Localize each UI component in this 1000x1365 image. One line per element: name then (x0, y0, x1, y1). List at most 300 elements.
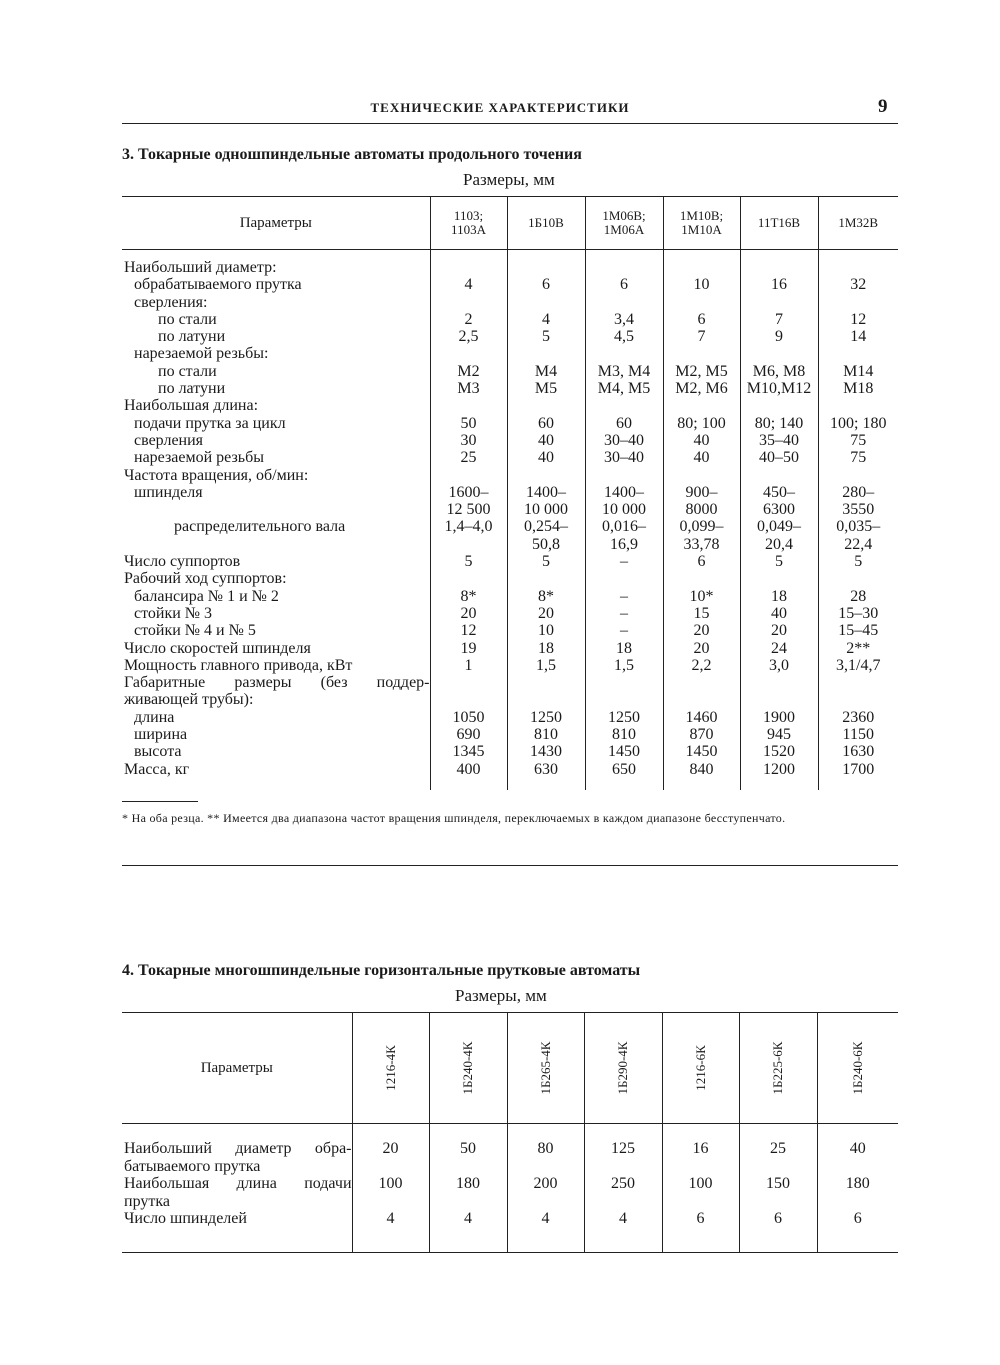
value-cell: 20 (740, 622, 818, 639)
table3-footnote: * На оба резца. ** Имеется два диапазона частот вращения шпинделя, переключаемых в каждом диапазоне бесступенчато. (122, 811, 786, 825)
value-cell: 4 (584, 1210, 662, 1252)
table-row (122, 467, 898, 484)
value-cell: 1600– (430, 484, 507, 501)
value-cell: 16 (740, 276, 818, 293)
param-label: Наибольший диаметр обра- (124, 1140, 352, 1157)
param-label: стойки № 3 (134, 604, 213, 622)
value-cell: М18 (818, 380, 898, 397)
model-label: 1Б290-4К (615, 1041, 630, 1095)
value-cell: 28 (818, 588, 898, 605)
value-cell: 20 (430, 605, 507, 622)
value-cell: 1,5 (585, 657, 663, 674)
value-cell: – (585, 588, 663, 605)
value-cell: 12 (818, 311, 898, 328)
value-cell: 1400– (585, 484, 663, 501)
value-cell: 6 (663, 311, 740, 328)
value-cell (429, 1193, 507, 1211)
table-row (122, 1210, 898, 1252)
value-cell: 40–50 (740, 449, 818, 466)
value-cell: М2, М6 (663, 380, 740, 397)
table-row (122, 743, 898, 760)
table4-param-header: Параметры (122, 1013, 352, 1124)
model-label: 1Б225-6К (770, 1041, 785, 1095)
value-cell (740, 467, 818, 484)
value-cell (818, 250, 898, 277)
value-cell (507, 250, 585, 277)
value-cell: 4 (507, 1210, 584, 1252)
param-label (122, 501, 430, 518)
table4-model-header (352, 1013, 429, 1124)
value-cell (352, 1193, 429, 1211)
value-cell: 15–30 (818, 605, 898, 622)
value-cell: М3 (430, 380, 507, 397)
value-cell: 280– (818, 484, 898, 501)
table4-model-header (662, 1013, 739, 1124)
value-cell: 1460 (663, 709, 740, 726)
value-cell: 5 (740, 553, 818, 570)
value-cell: 1900 (740, 709, 818, 726)
param-label: обрабатываемого прутка (134, 276, 302, 294)
value-cell (740, 294, 818, 311)
value-cell: 10 000 (507, 501, 585, 518)
param-label (122, 536, 430, 553)
table-row (122, 726, 898, 743)
value-cell: 1345 (430, 743, 507, 760)
value-cell (818, 294, 898, 311)
value-cell: 35–40 (740, 432, 818, 449)
value-cell (430, 294, 507, 311)
value-cell: М2, М5 (663, 363, 740, 380)
value-cell (740, 250, 818, 277)
table-row (122, 345, 898, 362)
value-cell: 4 (507, 311, 585, 328)
value-cell (818, 397, 898, 414)
value-cell (818, 345, 898, 362)
value-cell: 50 (430, 415, 507, 432)
value-cell: 10 000 (585, 501, 663, 518)
value-cell (663, 467, 740, 484)
value-cell: 7 (663, 328, 740, 345)
value-cell (739, 1193, 817, 1211)
value-cell: 4,5 (585, 328, 663, 345)
value-cell: 75 (818, 449, 898, 466)
value-cell: 1700 (818, 761, 898, 790)
value-cell: 25 (739, 1124, 817, 1158)
value-cell: 10* (663, 588, 740, 605)
value-cell: 200 (507, 1175, 584, 1193)
value-cell: 150 (739, 1175, 817, 1193)
value-cell: 40 (663, 432, 740, 449)
value-cell: М3, М4 (585, 363, 663, 380)
value-cell: 3,4 (585, 311, 663, 328)
value-cell: 1430 (507, 743, 585, 760)
table3-body (122, 250, 898, 790)
value-cell: 40 (507, 432, 585, 449)
value-cell: 0,254– (507, 518, 585, 535)
value-cell: 1150 (818, 726, 898, 743)
param-label: по латуни (158, 328, 226, 346)
table-row (122, 674, 898, 691)
value-cell: 20 (507, 605, 585, 622)
value-cell: 80; 100 (663, 415, 740, 432)
value-cell (585, 345, 663, 362)
value-cell (507, 674, 585, 691)
param-label: по стали (158, 362, 217, 380)
value-cell: 22,4 (818, 536, 898, 553)
value-cell: 20 (663, 622, 740, 639)
value-cell: 24 (740, 640, 818, 657)
value-cell: 6 (507, 276, 585, 293)
table3-model-header: 11Т16В (740, 197, 818, 250)
table-row (122, 657, 898, 674)
value-cell: М14 (818, 363, 898, 380)
value-cell: 2360 (818, 709, 898, 726)
value-cell: 2** (818, 640, 898, 657)
value-cell (585, 467, 663, 484)
value-cell: 1050 (430, 709, 507, 726)
param-label: Габаритные размеры (без поддер- (124, 674, 430, 692)
table4-model-header (429, 1013, 507, 1124)
table-row (122, 761, 898, 790)
value-cell: 810 (507, 726, 585, 743)
param-label: Рабочий ход суппортов: (124, 570, 287, 588)
value-cell: М4, М5 (585, 380, 663, 397)
value-cell: 15 (663, 605, 740, 622)
value-cell (817, 1158, 898, 1176)
table3-header-row (122, 197, 898, 250)
value-cell: 40 (740, 605, 818, 622)
param-label: балансира № 1 и № 2 (134, 587, 279, 605)
value-cell: 6 (663, 553, 740, 570)
value-cell (585, 674, 663, 691)
value-cell: 20 (663, 640, 740, 657)
value-cell: 50,8 (507, 536, 585, 553)
value-cell: 12 (430, 622, 507, 639)
value-cell (430, 397, 507, 414)
value-cell: 180 (429, 1175, 507, 1193)
value-cell: 1 (430, 657, 507, 674)
value-cell: 30 (430, 432, 507, 449)
value-cell (430, 536, 507, 553)
param-label: батываемого прутка (124, 1157, 261, 1175)
value-cell: 810 (585, 726, 663, 743)
param-label: нарезаемой резьбы: (134, 345, 269, 363)
table3-model-header: 1103; 1103А (430, 197, 507, 250)
value-cell: 945 (740, 726, 818, 743)
value-cell (740, 397, 818, 414)
value-cell: 250 (584, 1175, 662, 1193)
table3-model-header: 1Б10В (507, 197, 585, 250)
value-cell (740, 570, 818, 587)
table4-model-header (584, 1013, 662, 1124)
value-cell: 5 (818, 553, 898, 570)
model-label: 1Б265-4К (537, 1041, 553, 1095)
value-cell: 60 (585, 415, 663, 432)
param-label: распределительного вала (174, 518, 346, 536)
footnote-rule (122, 801, 198, 802)
param-label: стойки № 4 и № 5 (134, 622, 256, 640)
value-cell: 16,9 (585, 536, 663, 553)
value-cell: 1,4–4,0 (430, 518, 507, 535)
value-cell: 8* (430, 588, 507, 605)
value-cell (663, 570, 740, 587)
table-row (122, 1124, 898, 1158)
value-cell: 30–40 (585, 432, 663, 449)
table-row (122, 380, 898, 397)
table-row (122, 328, 898, 345)
table-row (122, 501, 898, 518)
value-cell: 5 (507, 328, 585, 345)
value-cell (663, 345, 740, 362)
value-cell: 80 (507, 1124, 584, 1158)
value-cell (585, 250, 663, 277)
value-cell: 32 (818, 276, 898, 293)
value-cell (430, 467, 507, 484)
value-cell: 75 (818, 432, 898, 449)
param-label: Частота вращения, об/мин: (124, 466, 309, 484)
running-header: ТЕХНИЧЕСКИЕ ХАРАКТЕРИСТИКИ (370, 100, 630, 115)
value-cell: 15–45 (818, 622, 898, 639)
param-label: сверления: (134, 293, 208, 311)
value-cell (818, 674, 898, 691)
value-cell: 1,5 (507, 657, 585, 674)
value-cell (507, 397, 585, 414)
value-cell (663, 674, 740, 691)
table3-units: Размеры, мм (463, 170, 555, 189)
value-cell: 6 (662, 1210, 739, 1252)
param-label: Наибольшая длина подачи (124, 1175, 352, 1192)
value-cell: 690 (430, 726, 507, 743)
value-cell: 18 (740, 588, 818, 605)
value-cell (740, 345, 818, 362)
value-cell: 18 (507, 640, 585, 657)
param-label: Наибольшая длина: (124, 397, 259, 415)
value-cell: 2,5 (430, 328, 507, 345)
param-label: нарезаемой резьбы (134, 449, 264, 467)
value-cell: 630 (507, 761, 585, 790)
value-cell: – (585, 553, 663, 570)
section-rule (122, 865, 898, 866)
model-label: 1Б240-4К (460, 1041, 475, 1095)
value-cell (585, 294, 663, 311)
table3-model-header: 1М06В; 1М06А (585, 197, 663, 250)
value-cell (584, 1158, 662, 1176)
value-cell (507, 691, 585, 708)
table-row (122, 536, 898, 553)
value-cell: 900– (663, 484, 740, 501)
value-cell: 4 (430, 276, 507, 293)
value-cell: 40 (817, 1124, 898, 1158)
table-row (122, 640, 898, 657)
value-cell: 12 500 (430, 501, 507, 518)
table-row (122, 397, 898, 414)
value-cell: М10,М12 (740, 380, 818, 397)
table-row (122, 605, 898, 622)
table4-model-header (739, 1013, 817, 1124)
value-cell: 40 (507, 449, 585, 466)
value-cell: 650 (585, 761, 663, 790)
value-cell: 450– (740, 484, 818, 501)
param-label: длина (134, 708, 175, 726)
table-row (122, 518, 898, 535)
value-cell (662, 1193, 739, 1211)
value-cell: М2 (430, 363, 507, 380)
value-cell: 840 (663, 761, 740, 790)
value-cell: 7 (740, 311, 818, 328)
value-cell: 0,099– (663, 518, 740, 535)
value-cell (352, 1158, 429, 1176)
table4-body (122, 1124, 898, 1253)
value-cell: 1250 (507, 709, 585, 726)
table-row (122, 432, 898, 449)
value-cell (430, 345, 507, 362)
value-cell: 3550 (818, 501, 898, 518)
value-cell: 6 (817, 1210, 898, 1252)
table-row (122, 449, 898, 466)
value-cell (818, 691, 898, 708)
param-label: прутка (124, 1192, 170, 1210)
value-cell: 10 (507, 622, 585, 639)
value-cell: 870 (663, 726, 740, 743)
table4-caption: 4. Токарные многошпиндельные горизонтальные прутковые автоматы (122, 962, 641, 979)
table3-model-header: 1М32В (818, 197, 898, 250)
value-cell: 0,035– (818, 518, 898, 535)
value-cell: 33,78 (663, 536, 740, 553)
model-label: 1216-4К (382, 1045, 398, 1091)
table-row (122, 1158, 898, 1176)
value-cell: 100 (352, 1175, 429, 1193)
param-label: шпинделя (134, 483, 203, 501)
table3 (122, 196, 898, 790)
value-cell: 18 (585, 640, 663, 657)
table3-caption: 3. Токарные одношпиндельные автоматы продольного точения (122, 146, 582, 163)
value-cell: 3,1/4,7 (818, 657, 898, 674)
value-cell: 1400– (507, 484, 585, 501)
param-label: сверления (134, 431, 204, 449)
value-cell: 19 (430, 640, 507, 657)
table-row (122, 622, 898, 639)
value-cell (662, 1158, 739, 1176)
value-cell (584, 1193, 662, 1211)
value-cell: 80; 140 (740, 415, 818, 432)
value-cell: М6, М8 (740, 363, 818, 380)
value-cell: 1630 (818, 743, 898, 760)
value-cell: 6 (739, 1210, 817, 1252)
value-cell: 2 (430, 311, 507, 328)
value-cell (663, 691, 740, 708)
value-cell: 4 (429, 1210, 507, 1252)
param-label: Число скоростей шпинделя (124, 639, 311, 657)
page-number: 9 (878, 96, 888, 117)
table-row (122, 294, 898, 311)
value-cell: 10 (663, 276, 740, 293)
table-row (122, 1193, 898, 1211)
header-rule (122, 123, 898, 124)
param-label: Число шпинделей (122, 1210, 352, 1252)
value-cell (663, 397, 740, 414)
value-cell: 20,4 (740, 536, 818, 553)
value-cell: 100; 180 (818, 415, 898, 432)
value-cell: 50 (429, 1124, 507, 1158)
value-cell: 25 (430, 449, 507, 466)
value-cell (507, 1158, 584, 1176)
value-cell: 400 (430, 761, 507, 790)
param-label: Наибольший диаметр: (124, 259, 277, 276)
table4-model-header (507, 1013, 584, 1124)
param-label: высота (134, 743, 182, 761)
value-cell (585, 570, 663, 587)
model-label: 1216-6К (692, 1045, 708, 1091)
value-cell: 0,049– (740, 518, 818, 535)
value-cell (817, 1193, 898, 1211)
value-cell: М4 (507, 363, 585, 380)
value-cell: 16 (662, 1124, 739, 1158)
value-cell (429, 1158, 507, 1176)
value-cell: 0,016– (585, 518, 663, 535)
value-cell (740, 674, 818, 691)
value-cell (507, 345, 585, 362)
param-label: живающей трубы): (124, 691, 254, 709)
param-label: Число суппортов (124, 553, 241, 571)
table-row (122, 1175, 898, 1193)
table-row (122, 415, 898, 432)
table-row (122, 553, 898, 570)
value-cell: 125 (584, 1124, 662, 1158)
table-row (122, 363, 898, 380)
value-cell (430, 570, 507, 587)
value-cell (739, 1158, 817, 1176)
table-row (122, 484, 898, 501)
value-cell (430, 250, 507, 277)
value-cell: 3,0 (740, 657, 818, 674)
table-row (122, 588, 898, 605)
value-cell: 1200 (740, 761, 818, 790)
value-cell (430, 674, 507, 691)
table-row (122, 570, 898, 587)
param-label: Мощность главного привода, кВт (124, 656, 353, 674)
value-cell: 4 (352, 1210, 429, 1252)
value-cell: 180 (817, 1175, 898, 1193)
param-label: по стали (158, 310, 217, 328)
value-cell: 1450 (585, 743, 663, 760)
table4 (122, 1012, 898, 1253)
table-row (122, 691, 898, 708)
value-cell (663, 294, 740, 311)
value-cell: 1450 (663, 743, 740, 760)
value-cell: 8000 (663, 501, 740, 518)
value-cell: 2,2 (663, 657, 740, 674)
value-cell: 1250 (585, 709, 663, 726)
value-cell (430, 691, 507, 708)
param-label: ширина (134, 726, 188, 744)
value-cell (818, 467, 898, 484)
value-cell: 30–40 (585, 449, 663, 466)
value-cell (507, 467, 585, 484)
value-cell: 9 (740, 328, 818, 345)
value-cell: 5 (430, 553, 507, 570)
table3-model-header: 1М10В; 1М10А (663, 197, 740, 250)
value-cell: 60 (507, 415, 585, 432)
table-row (122, 709, 898, 726)
value-cell (507, 294, 585, 311)
value-cell: – (585, 622, 663, 639)
value-cell: 100 (662, 1175, 739, 1193)
value-cell (507, 1193, 584, 1211)
param-label: Масса, кг (124, 760, 190, 778)
value-cell: 20 (352, 1124, 429, 1158)
value-cell: 40 (663, 449, 740, 466)
table-row (122, 311, 898, 328)
